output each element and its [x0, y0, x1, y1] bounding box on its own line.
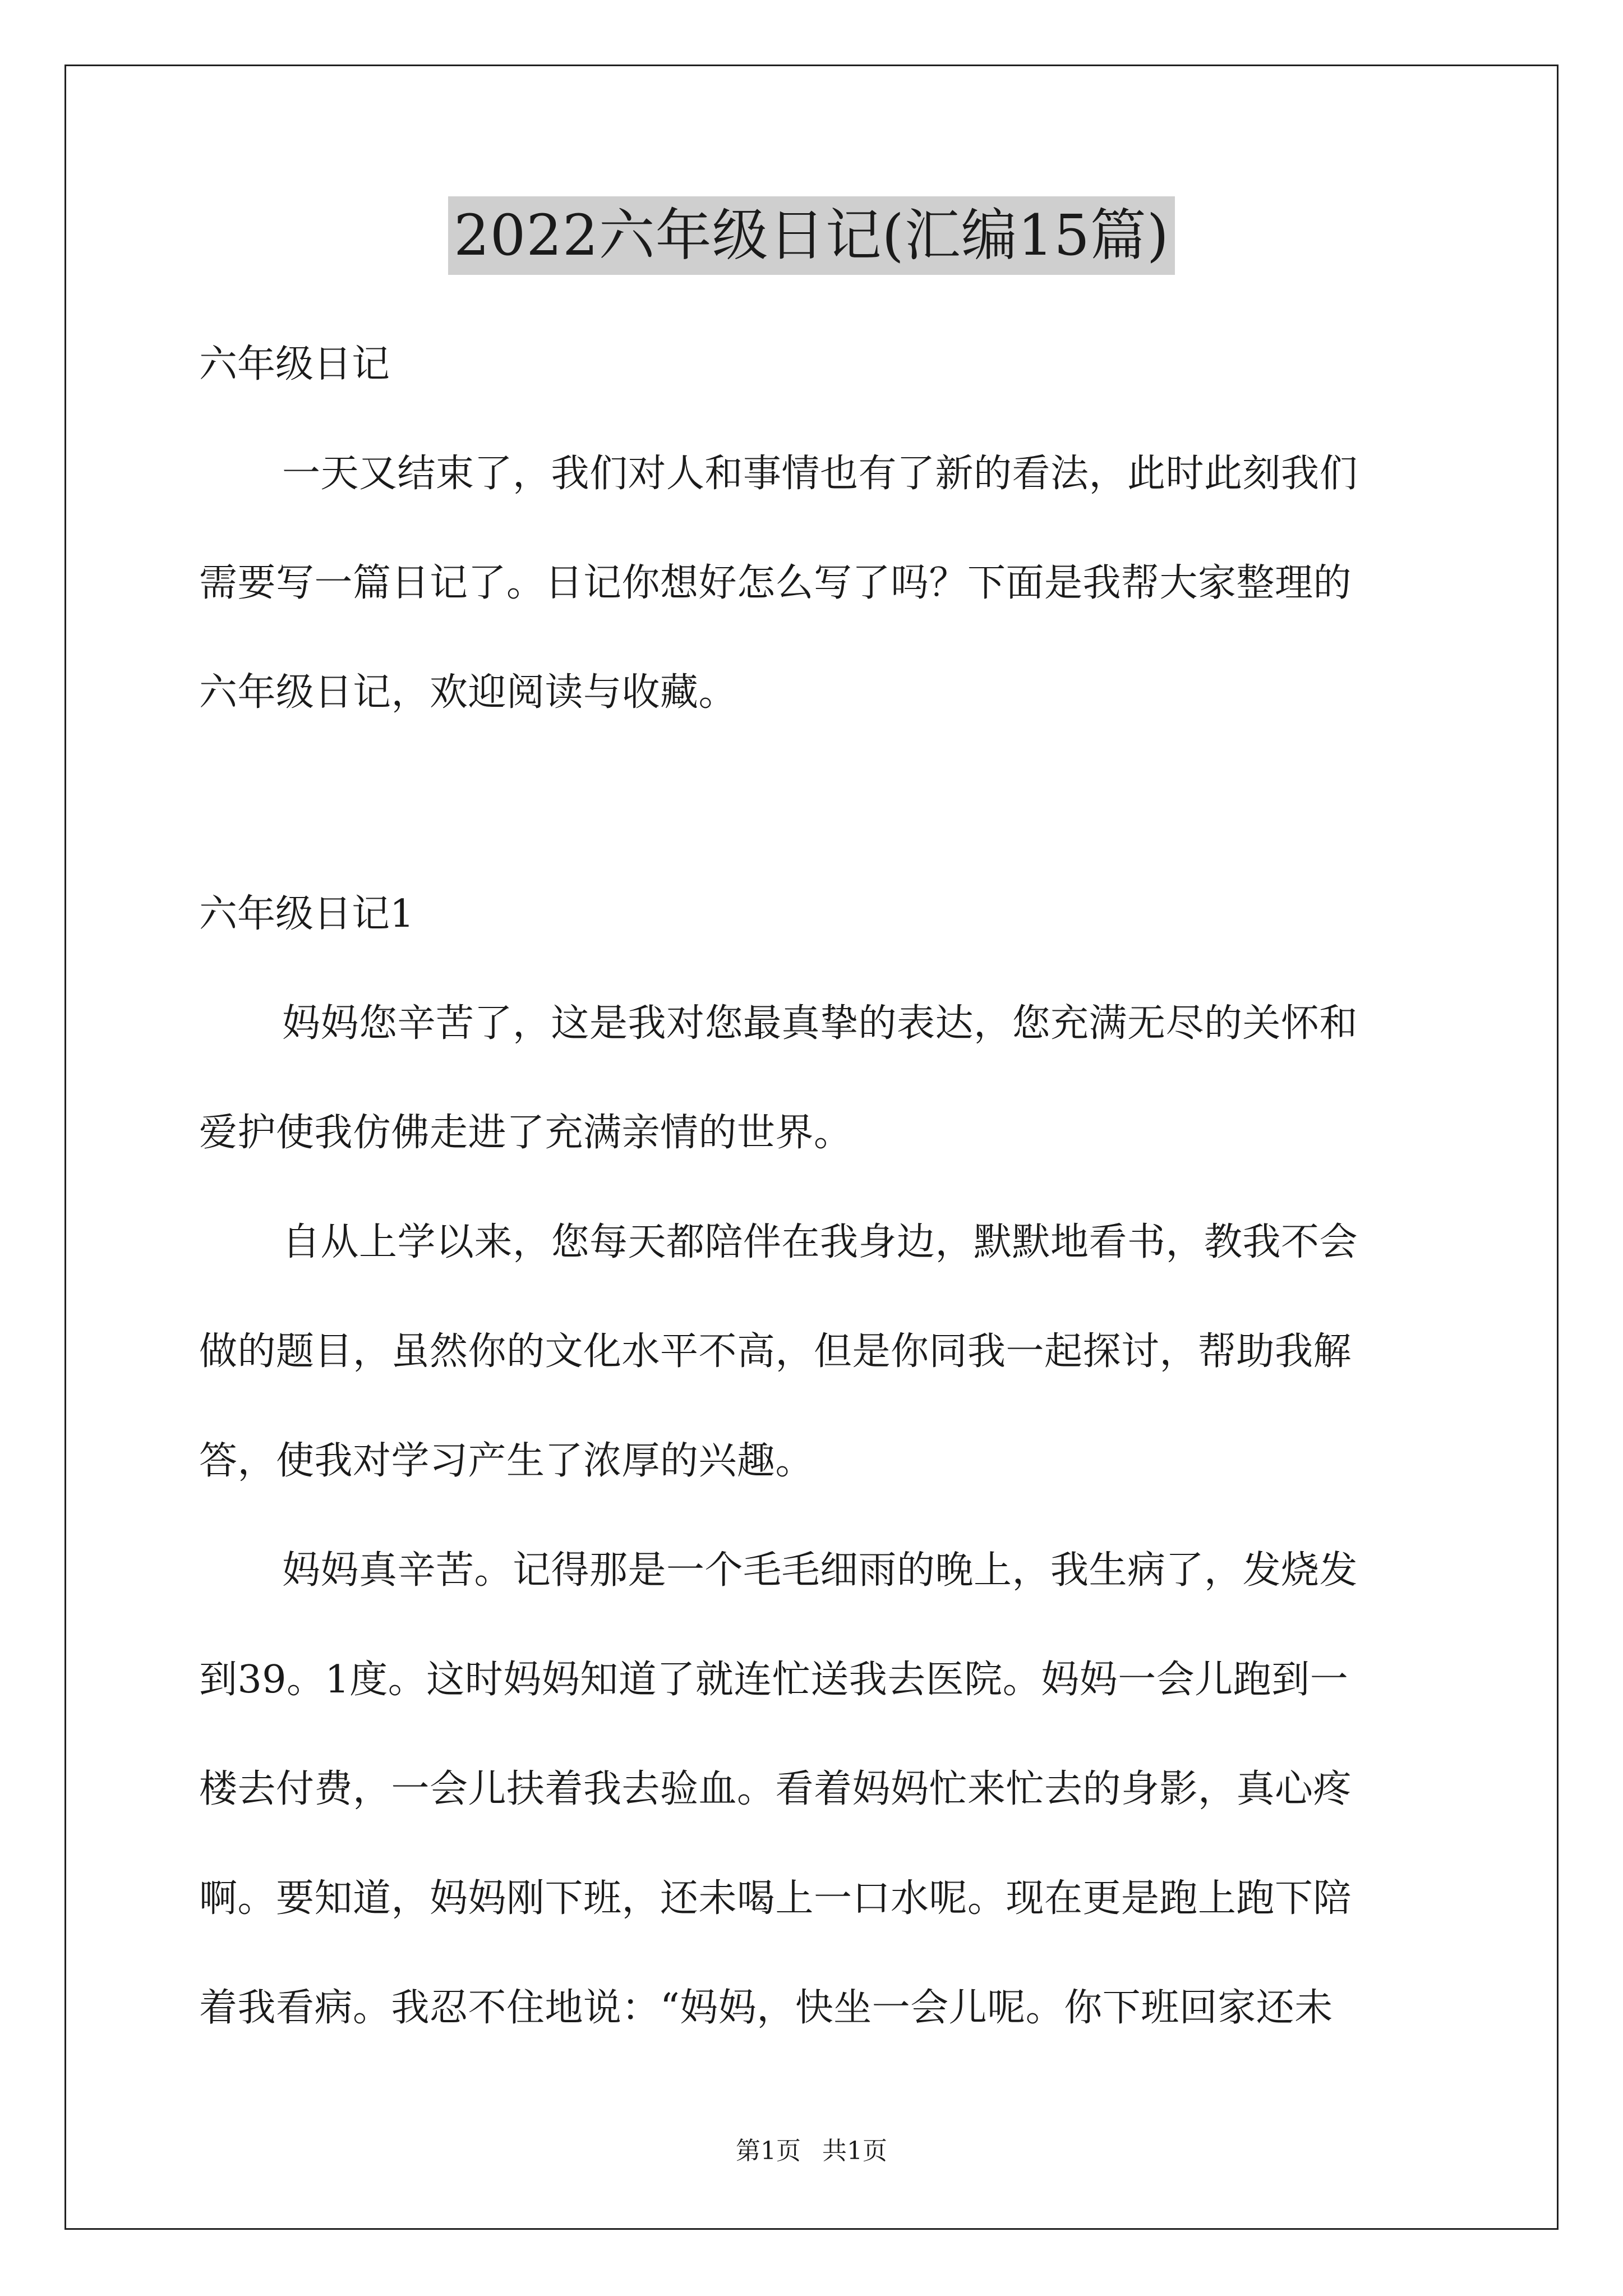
paragraph-line: 一天又结束了，我们对人和事情也有了新的看法，此时此刻我们 — [282, 452, 1358, 496]
title-container — [0, 196, 1623, 275]
paragraph-line: 爱护使我仿佛走进了充满亲情的世界。 — [199, 1111, 852, 1155]
paragraph-line: 做的题目，虽然你的文化水平不高，但是你同我一起探讨，帮助我解 — [199, 1329, 1352, 1374]
page-number: 第1页 — [736, 2137, 801, 2165]
paragraph-line: 到39。1度。这时妈妈知道了就连忙送我去医院。妈妈一会儿跑到一 — [199, 1658, 1349, 1702]
paragraph-line: 自从上学以来，您每天都陪伴在我身边，默默地看书，教我不会 — [282, 1220, 1358, 1264]
paragraph-line: 妈妈您辛苦了，这是我对您最真挚的表达，您充满无尽的关怀和 — [282, 1001, 1358, 1046]
paragraph-1 — [199, 996, 1433, 1161]
paragraph-2 — [199, 1214, 1433, 1489]
paragraph-line: 需要写一篇日记了。日记你想好怎么写了吗？下面是我帮大家整理的 — [199, 561, 1352, 605]
intro-heading: 六年级日记 — [199, 342, 390, 386]
document-body — [199, 337, 1433, 2036]
page-footer — [0, 2134, 1623, 2168]
paragraph-line: 着我看病。我忍不住地说：“妈妈，快坐一会儿呢。你下班回家还未 — [199, 1986, 1333, 2030]
paragraph-line: 六年级日记，欢迎阅读与收藏。 — [199, 670, 737, 715]
paragraph-line: 啊。要知道，妈妈刚下班，还未喝上一口水呢。现在更是跑上跑下陪 — [199, 1876, 1352, 1921]
section-heading: 六年级日记1 — [199, 892, 414, 936]
document-title: 2022六年级日记(汇编15篇) — [448, 196, 1175, 275]
paragraph-3 — [199, 1543, 1433, 2036]
paragraph-line: 答，使我对学习产生了浓厚的兴趣。 — [199, 1439, 814, 1483]
paragraph-line: 妈妈真辛苦。记得那是一个毛毛细雨的晚上，我生病了，发烧发 — [282, 1548, 1358, 1593]
paragraph-line: 楼去付费，一会儿扶着我去验血。看着妈妈忙来忙去的身影，真心疼 — [199, 1767, 1352, 1811]
intro-paragraph — [199, 446, 1433, 721]
page-total: 共1页 — [822, 2137, 887, 2165]
